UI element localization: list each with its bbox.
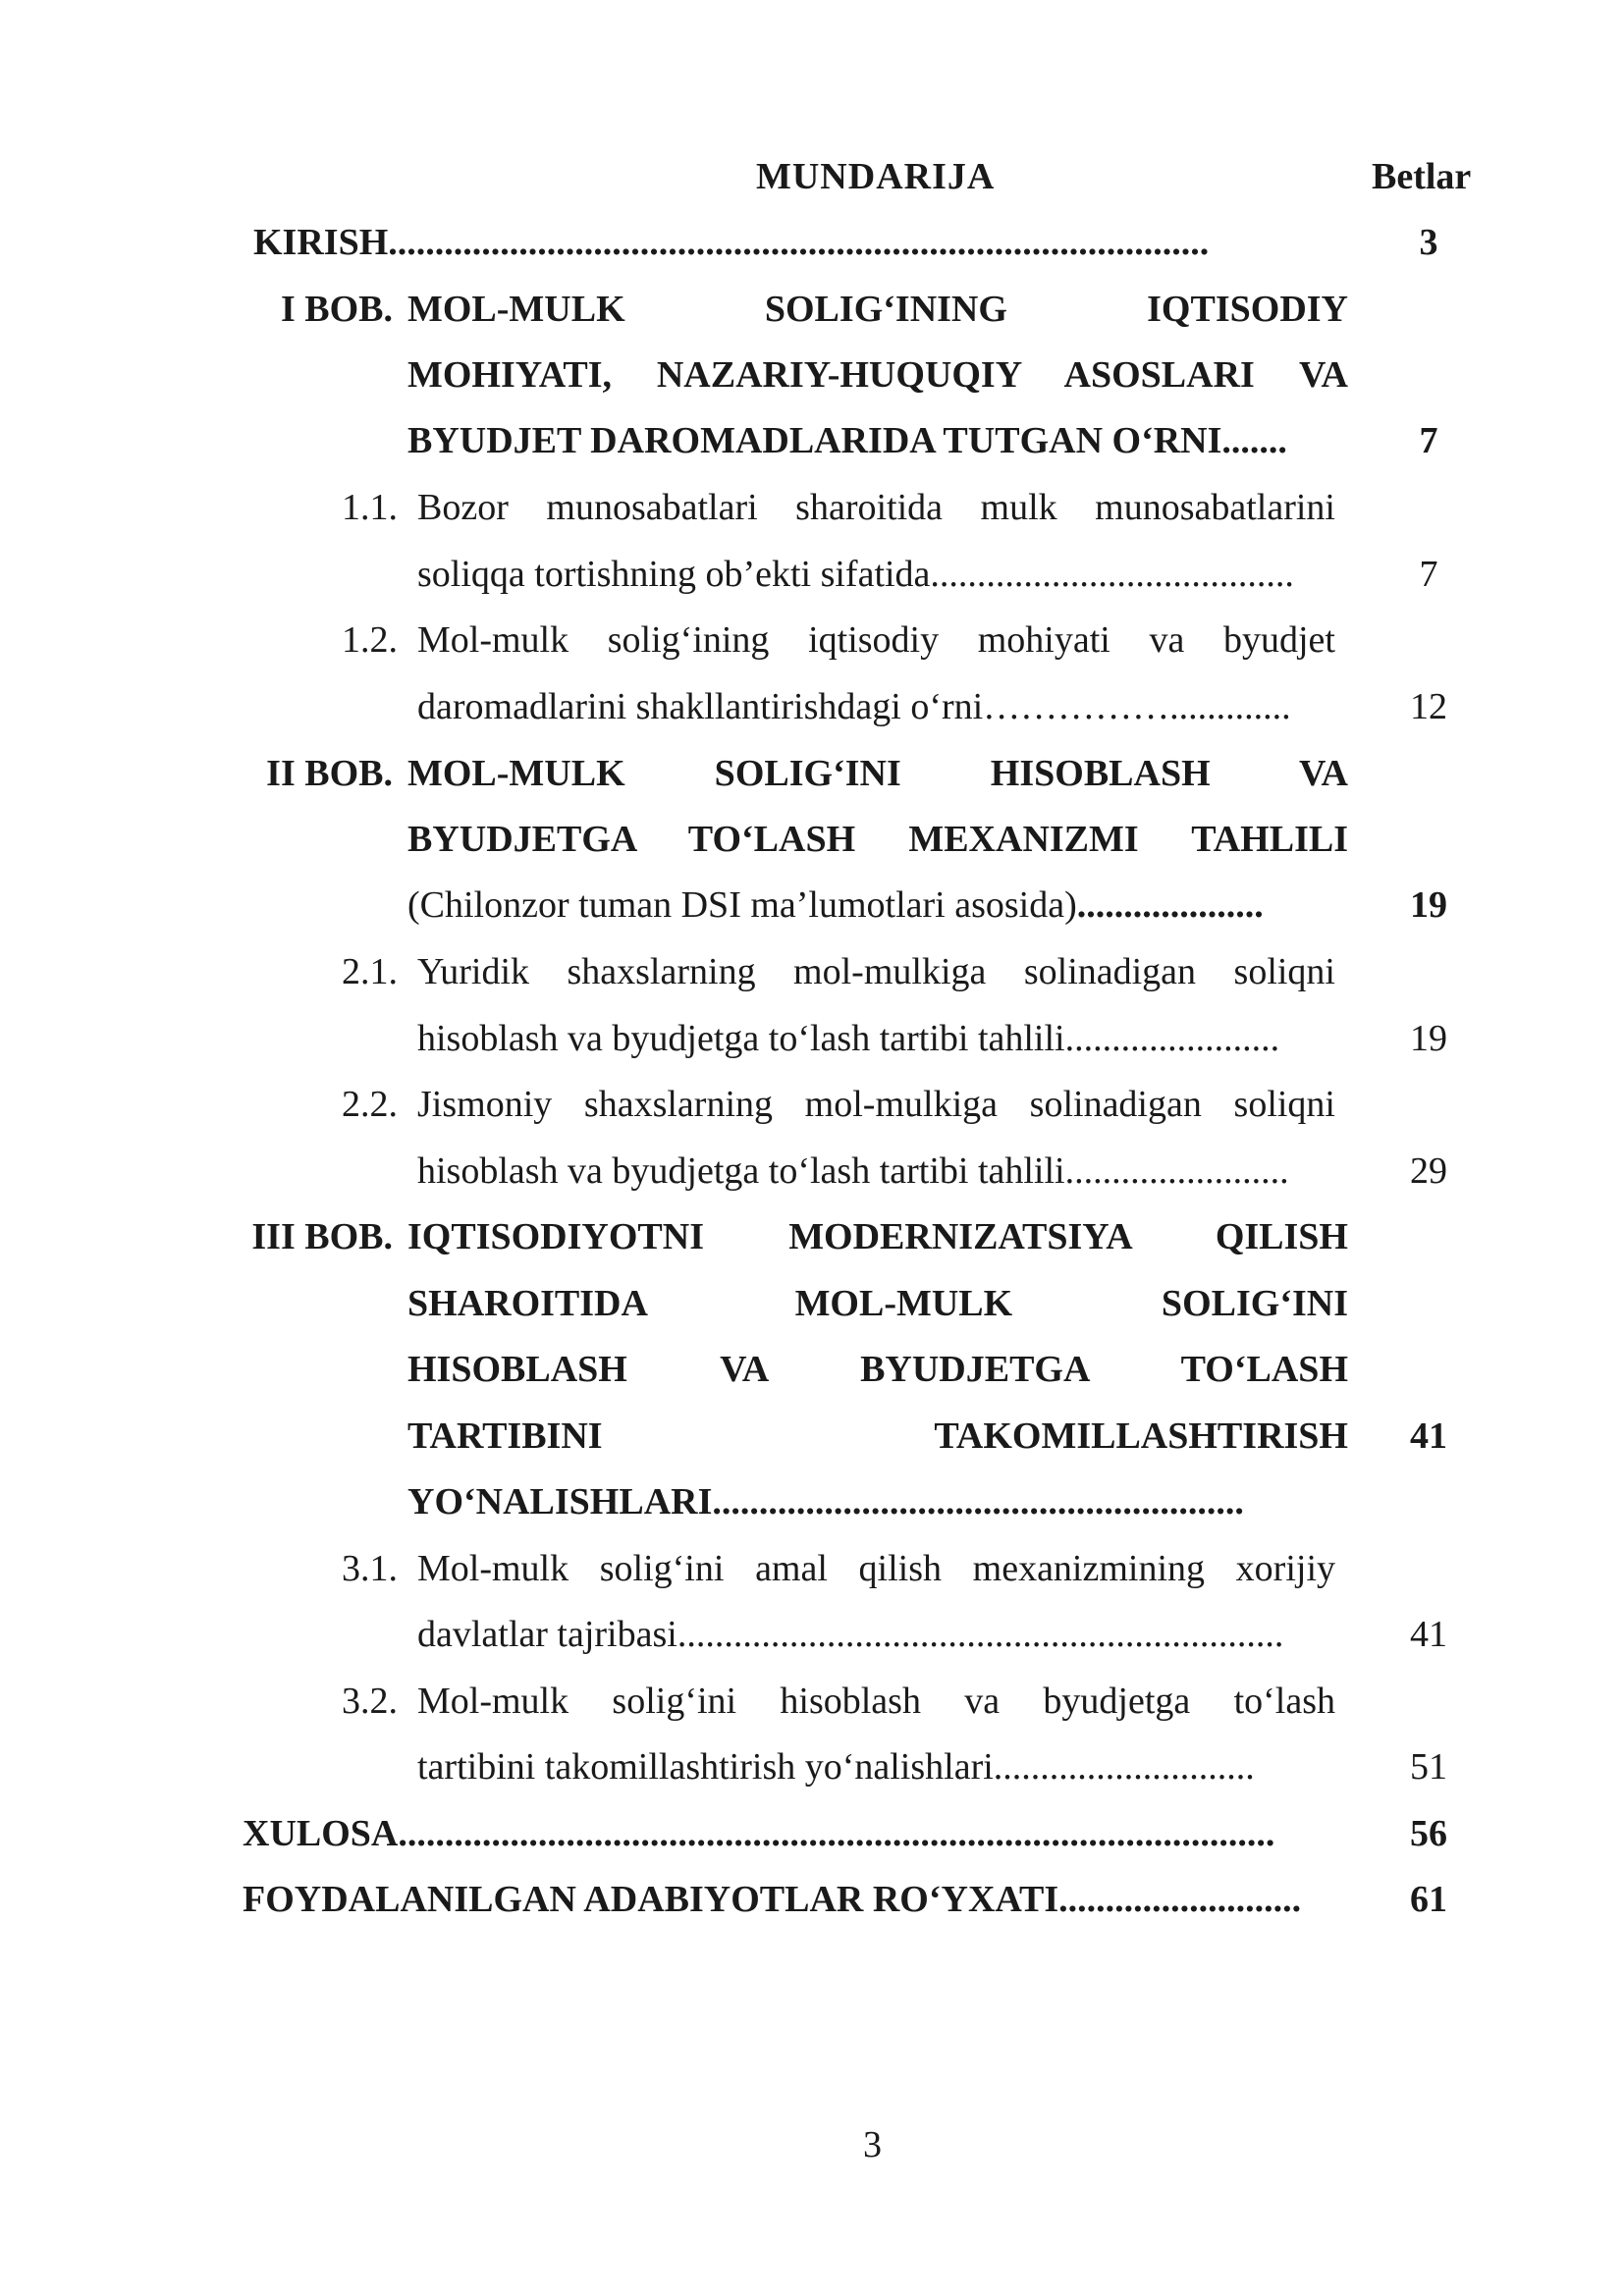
section-2-1-line2: hisoblash va byudjetga to‘lash tartibi tahlili.......................	[417, 1018, 1280, 1059]
section-3-1-line2: davlatlar tajribasi.................................................................	[417, 1614, 1284, 1655]
chapter1-title-line1: MOL-MULK SOLIG‘INING IQTISODIY	[407, 289, 1348, 330]
toc-page-intro: 3	[1419, 222, 1438, 263]
chapter3-title-line3: HISOBLASH VA BYUDJETGA TO‘LASH	[407, 1349, 1348, 1390]
chapter2-title-line2: BYUDJETGA TO‘LASH MEXANIZMI TAHLILI	[407, 819, 1348, 860]
toc-page-section-3-1: 41	[1410, 1614, 1447, 1655]
chapter3-title-line2: SHAROITIDA MOL-MULK SOLIG‘INI	[407, 1283, 1348, 1324]
toc-page-references: 61	[1410, 1879, 1447, 1920]
section-1-2-line2: daromadlarini shakllantirishdagi o‘rni…………….............	[417, 686, 1291, 727]
toc-page-section-1-2: 12	[1410, 686, 1447, 727]
toc-page-chapter3: 41	[1410, 1415, 1447, 1457]
chapter3-prefix: III BOB.	[251, 1216, 393, 1257]
section-3-2-prefix: 3.2.	[342, 1681, 398, 1722]
section-3-2-line1: Mol-mulk solig‘ini hisoblash va byudjetga to‘lash	[417, 1681, 1335, 1722]
toc-entry-conclusion: XULOSA..............................................................................................	[243, 1813, 1275, 1854]
toc-entry-references: FOYDALANILGAN ADABIYOTLAR RO‘YXATI..........................	[243, 1879, 1302, 1920]
page-number: 3	[863, 2124, 882, 2165]
chapter3-title-line4: TARTIBINI TAKOMILLASHTIRISH	[407, 1415, 1348, 1457]
chapter1-title-line3: BYUDJET DAROMADLARIDA TUTGAN O‘RNI.......	[407, 420, 1287, 461]
toc-title: MUNDARIJA	[756, 156, 996, 197]
chapter2-prefix: II BOB.	[266, 753, 393, 794]
toc-page-chapter2: 19	[1410, 884, 1447, 926]
section-3-2-line2: tartibini takomillashtirish yo‘nalishlari............................	[417, 1746, 1255, 1788]
chapter3-title-line1: IQTISODIYOTNI MODERNIZATSIYA QILISH	[407, 1216, 1348, 1257]
pages-column-header: Betlar	[1372, 156, 1472, 197]
chapter2-leader-dots: ....................	[1076, 884, 1264, 926]
section-1-1-line1: Bozor munosabatlari sharoitida mulk munosabatlarini	[417, 487, 1335, 528]
section-2-2-line2: hisoblash va byudjetga to‘lash tartibi tahlili........................	[417, 1150, 1289, 1192]
toc-page-section-2-2: 29	[1410, 1150, 1447, 1192]
section-2-1-line1: Yuridik shaxslarning mol-mulkiga solinadigan soliqni	[417, 951, 1335, 992]
toc-page-chapter1: 7	[1419, 420, 1438, 461]
chapter2-title-line1: MOL-MULK SOLIG‘INI HISOBLASH VA	[407, 753, 1348, 794]
chapter3-title-line5: YO‘NALISHLARI.........................................................	[407, 1481, 1244, 1522]
section-3-1-prefix: 3.1.	[342, 1548, 398, 1589]
toc-page-conclusion: 56	[1410, 1813, 1447, 1854]
toc-page-section-2-1: 19	[1410, 1018, 1447, 1059]
section-1-1-line2: soliqqa tortishning ob’ekti sifatida.......................................	[417, 554, 1294, 595]
toc-page-section-3-2: 51	[1410, 1746, 1447, 1788]
chapter1-title-line2: MOHIYATI, NAZARIY-HUQUQIY ASOSLARI VA	[407, 354, 1348, 396]
section-3-1-line1: Mol-mulk solig‘ini amal qilish mexanizmining xorijiy	[417, 1548, 1335, 1589]
section-1-2-prefix: 1.2.	[342, 619, 398, 661]
section-1-1-prefix: 1.1.	[342, 487, 398, 528]
toc-entry-intro: KIRISH........................................................................................	[253, 222, 1210, 263]
chapter1-prefix: I BOB.	[280, 289, 393, 330]
section-2-1-prefix: 2.1.	[342, 951, 398, 992]
section-2-2-line1: Jismoniy shaxslarning mol-mulkiga solinadigan soliqni	[417, 1084, 1335, 1125]
toc-page-section-1-1: 7	[1419, 554, 1438, 595]
section-1-2-line1: Mol-mulk solig‘ining iqtisodiy mohiyati va byudjet	[417, 619, 1335, 661]
chapter2-title-line3	[407, 882, 1264, 928]
section-2-2-prefix: 2.2.	[342, 1084, 398, 1125]
chapter2-subtitle: (Chilonzor tuman DSI ma’lumotlari asosida)	[407, 884, 1077, 926]
